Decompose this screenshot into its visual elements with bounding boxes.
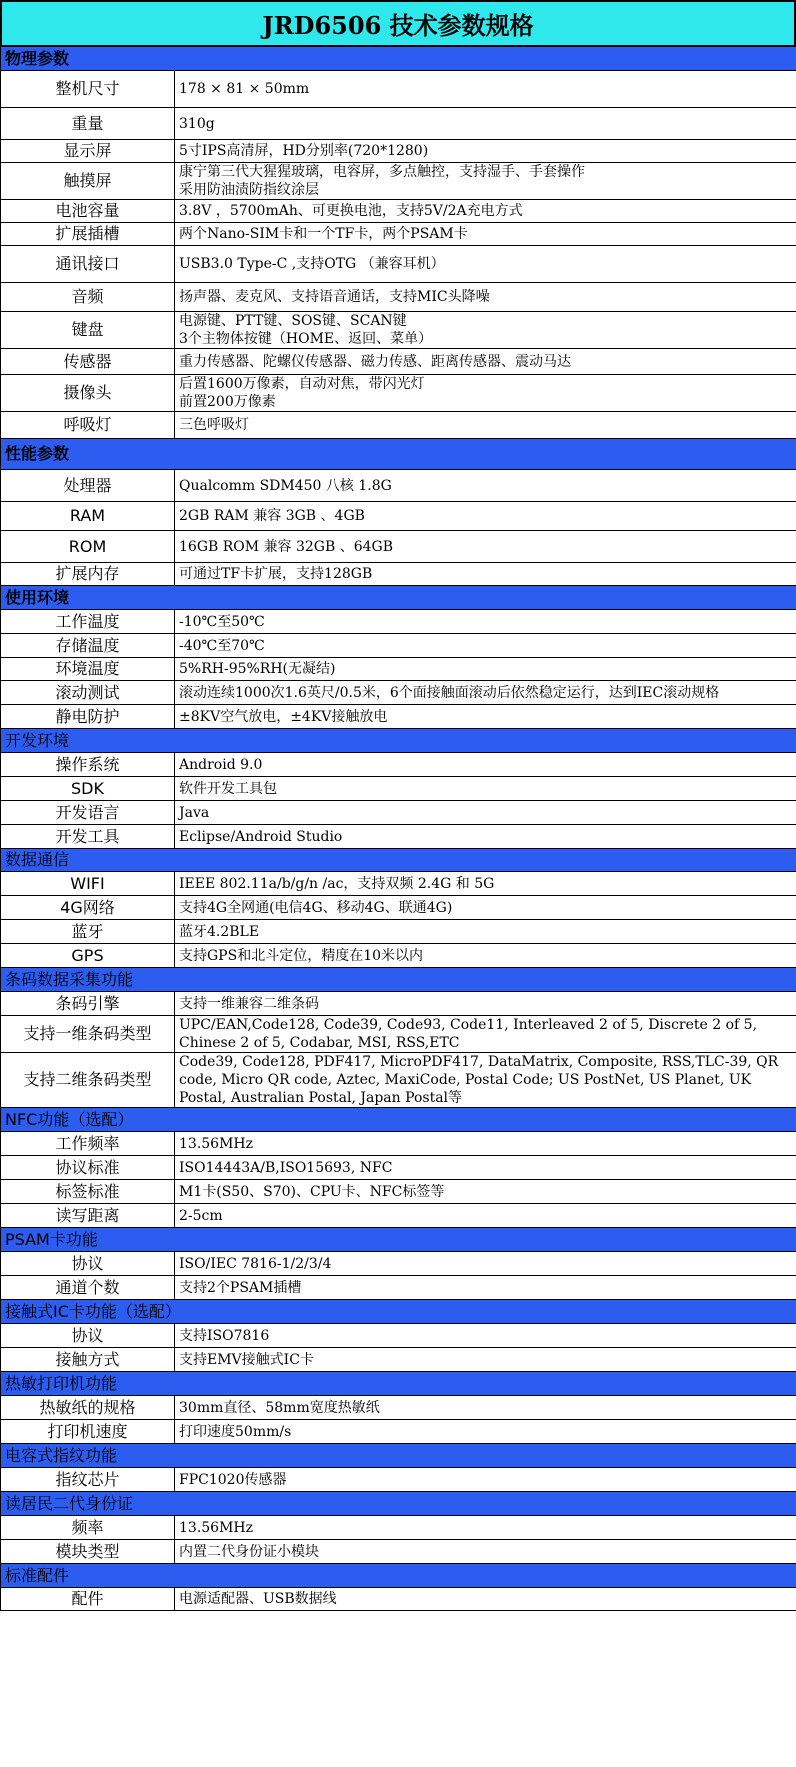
- section-header-row: [1, 849, 796, 872]
- spec-value: 三色呼吸灯: [175, 412, 796, 439]
- spec-row: [1, 375, 796, 412]
- spec-row: [1, 200, 796, 223]
- spec-row: [1, 1588, 796, 1611]
- section-title: NFC功能（选配）: [1, 1108, 796, 1132]
- spec-row: [1, 610, 796, 634]
- section-title: 电容式指纹功能: [1, 1444, 796, 1468]
- spec-row: [1, 1053, 796, 1108]
- spec-label: 触摸屏: [1, 163, 175, 200]
- spec-row: [1, 753, 796, 777]
- spec-value: 13.56MHz: [175, 1132, 796, 1156]
- spec-label: 显示屏: [1, 140, 175, 163]
- section-title: 物理参数: [1, 47, 796, 71]
- spec-row: [1, 825, 796, 849]
- spec-value: 16GB ROM 兼容 32GB 、64GB: [175, 531, 796, 563]
- section-header-row: [1, 1300, 796, 1324]
- spec-row: [1, 658, 796, 681]
- spec-label: 通道个数: [1, 1276, 175, 1300]
- spec-value: 康宁第三代大猩猩玻璃，电容屏，多点触控，支持湿手、手套操作 采用防油渍防指纹涂层: [175, 163, 796, 200]
- spec-label: 键盘: [1, 312, 175, 349]
- spec-value: M1卡(S50、S70)、CPU卡、NFC标签等: [175, 1180, 796, 1204]
- spec-row: [1, 312, 796, 349]
- spec-row: [1, 470, 796, 502]
- spec-label: 传感器: [1, 349, 175, 375]
- spec-label: 标签标准: [1, 1180, 175, 1204]
- spec-label: 电池容量: [1, 200, 175, 223]
- spec-label: 操作系统: [1, 753, 175, 777]
- spec-label: 支持二维条码类型: [1, 1053, 175, 1108]
- spec-value: 5%RH-95%RH(无凝结): [175, 658, 796, 681]
- spec-value: 内置二代身份证小模块: [175, 1540, 796, 1564]
- spec-label: 扩展内存: [1, 563, 175, 586]
- spec-row: [1, 681, 796, 705]
- spec-value: 2-5cm: [175, 1204, 796, 1228]
- spec-value: -10℃至50℃: [175, 610, 796, 634]
- spec-row: [1, 1420, 796, 1444]
- spec-row: [1, 1180, 796, 1204]
- spec-value: ISO14443A/B,ISO15693, NFC: [175, 1156, 796, 1180]
- spec-row: [1, 1540, 796, 1564]
- spec-value: 两个Nano-SIM卡和一个TF卡，两个PSAM卡: [175, 223, 796, 246]
- spec-label: 静电防护: [1, 705, 175, 729]
- section-title: 热敏打印机功能: [1, 1372, 796, 1396]
- spec-row: [1, 801, 796, 825]
- spec-label: 存储温度: [1, 634, 175, 658]
- spec-row: [1, 1016, 796, 1053]
- section-header-row: [1, 1108, 796, 1132]
- spec-value: 2GB RAM 兼容 3GB 、4GB: [175, 502, 796, 531]
- spec-label: 环境温度: [1, 658, 175, 681]
- spec-row: [1, 1324, 796, 1348]
- section-title: 标准配件: [1, 1564, 796, 1588]
- spec-row: [1, 108, 796, 140]
- spec-row: [1, 163, 796, 200]
- spec-row: [1, 349, 796, 375]
- spec-row: [1, 1276, 796, 1300]
- spec-value: 电源键、PTT键、SOS键、SCAN键 3个主物体按键（HOME、返回、菜单）: [175, 312, 796, 349]
- spec-label: 呼吸灯: [1, 412, 175, 439]
- spec-row: [1, 563, 796, 586]
- spec-value: 可通过TF卡扩展，支持128GB: [175, 563, 796, 586]
- spec-value: 3.8V ，5700mAh、可更换电池，支持5V/2A充电方式: [175, 200, 796, 223]
- spec-value: FPC1020传感器: [175, 1468, 796, 1492]
- spec-label: 协议: [1, 1252, 175, 1276]
- spec-row: [1, 872, 796, 896]
- spec-label: 指纹芯片: [1, 1468, 175, 1492]
- spec-row: [1, 1252, 796, 1276]
- spec-value: Qualcomm SDM450 八核 1.8G: [175, 470, 796, 502]
- spec-label: 工作温度: [1, 610, 175, 634]
- spec-label: SDK: [1, 777, 175, 801]
- spec-row: [1, 944, 796, 968]
- spec-label: ROM: [1, 531, 175, 563]
- spec-label: 重量: [1, 108, 175, 140]
- spec-value: 5寸IPS高清屏，HD分别率(720*1280): [175, 140, 796, 163]
- spec-value: 30mm直径、58mm宽度热敏纸: [175, 1396, 796, 1420]
- sheet-title: JRD6506 技术参数规格: [0, 0, 796, 46]
- spec-row: [1, 920, 796, 944]
- section-header-row: [1, 1228, 796, 1252]
- spec-row: [1, 705, 796, 729]
- spec-value: 支持2个PSAM插槽: [175, 1276, 796, 1300]
- spec-value: 支持ISO7816: [175, 1324, 796, 1348]
- spec-row: [1, 777, 796, 801]
- spec-label: 开发语言: [1, 801, 175, 825]
- spec-label: 频率: [1, 1516, 175, 1540]
- spec-value: 13.56MHz: [175, 1516, 796, 1540]
- section-title: 性能参数: [1, 439, 796, 470]
- spec-value: Android 9.0: [175, 753, 796, 777]
- spec-label: 音频: [1, 283, 175, 312]
- spec-row: [1, 1396, 796, 1420]
- spec-value: 电源适配器、USB数据线: [175, 1588, 796, 1611]
- spec-label: 滚动测试: [1, 681, 175, 705]
- spec-label: 4G网络: [1, 896, 175, 920]
- spec-label: 接触方式: [1, 1348, 175, 1372]
- section-header-row: [1, 439, 796, 470]
- spec-row: [1, 502, 796, 531]
- spec-value: USB3.0 Type-C ,支持OTG （兼容耳机）: [175, 246, 796, 283]
- spec-table-body: [1, 47, 796, 1611]
- section-header-row: [1, 1444, 796, 1468]
- spec-value: ±8KV空气放电，±4KV接触放电: [175, 705, 796, 729]
- spec-label: 打印机速度: [1, 1420, 175, 1444]
- spec-value: 支持4G全网通(电信4G、移动4G、联通4G): [175, 896, 796, 920]
- spec-value: 重力传感器、陀螺仪传感器、磁力传感、距离传感器、震动马达: [175, 349, 796, 375]
- spec-row: [1, 896, 796, 920]
- spec-value: 支持GPS和北斗定位，精度在10米以内: [175, 944, 796, 968]
- spec-label: 读写距离: [1, 1204, 175, 1228]
- section-header-row: [1, 968, 796, 992]
- section-title: 开发环境: [1, 729, 796, 753]
- spec-value: 扬声器、麦克风、支持语音通话，支持MIC头降噪: [175, 283, 796, 312]
- spec-value: ISO/IEC 7816-1/2/3/4: [175, 1252, 796, 1276]
- spec-row: [1, 1204, 796, 1228]
- spec-value: Eclipse/Android Studio: [175, 825, 796, 849]
- spec-table: [0, 46, 796, 1611]
- spec-label: 条码引擎: [1, 992, 175, 1016]
- spec-label: 通讯接口: [1, 246, 175, 283]
- spec-row: [1, 634, 796, 658]
- spec-row: [1, 1132, 796, 1156]
- spec-label: 配件: [1, 1588, 175, 1611]
- spec-row: [1, 412, 796, 439]
- spec-row: [1, 1156, 796, 1180]
- spec-value: UPC/EAN,Code128, Code39, Code93, Code11, Interleaved 2 of 5, Discrete 2 of 5, Chinese 2 of 5, Codabar, MSI, RSS,ETC: [175, 1016, 796, 1053]
- spec-row: [1, 140, 796, 163]
- spec-value: Java: [175, 801, 796, 825]
- spec-value: 滚动连续1000次1.6英尺/0.5米，6个面接触面滚动后依然稳定运行，达到IEC滚动规格: [175, 681, 796, 705]
- spec-label: 扩展插槽: [1, 223, 175, 246]
- section-header-row: [1, 1492, 796, 1516]
- spec-value: Code39, Code128, PDF417, MicroPDF417, DataMatrix, Composite, RSS,TLC-39, QR code, Micro QR code, Aztec, MaxiCode, Postal Code; US PostNet, US Planet, UK Postal, Australian Postal, Japan Postal等: [175, 1053, 796, 1108]
- spec-value: 支持一维兼容二维条码: [175, 992, 796, 1016]
- spec-label: RAM: [1, 502, 175, 531]
- spec-label: 工作频率: [1, 1132, 175, 1156]
- spec-label: 支持一维条码类型: [1, 1016, 175, 1053]
- spec-value: 后置1600万像素，自动对焦，带闪光灯 前置200万像素: [175, 375, 796, 412]
- spec-row: [1, 223, 796, 246]
- spec-label: 热敏纸的规格: [1, 1396, 175, 1420]
- section-title: 读居民二代身份证: [1, 1492, 796, 1516]
- spec-label: 开发工具: [1, 825, 175, 849]
- section-header-row: [1, 729, 796, 753]
- spec-value: 310g: [175, 108, 796, 140]
- spec-row: [1, 531, 796, 563]
- section-header-row: [1, 586, 796, 610]
- spec-value: 打印速度50mm/s: [175, 1420, 796, 1444]
- spec-row: [1, 246, 796, 283]
- spec-value: 178 × 81 × 50mm: [175, 71, 796, 108]
- spec-value: -40℃至70℃: [175, 634, 796, 658]
- spec-value: 蓝牙4.2BLE: [175, 920, 796, 944]
- spec-label: 协议: [1, 1324, 175, 1348]
- spec-value: 软件开发工具包: [175, 777, 796, 801]
- spec-label: 摄像头: [1, 375, 175, 412]
- section-header-row: [1, 1564, 796, 1588]
- spec-row: [1, 1516, 796, 1540]
- spec-label: WIFI: [1, 872, 175, 896]
- spec-label: 整机尺寸: [1, 71, 175, 108]
- section-title: 接触式IC卡功能（选配）: [1, 1300, 796, 1324]
- spec-label: 模块类型: [1, 1540, 175, 1564]
- spec-row: [1, 992, 796, 1016]
- section-title: 条码数据采集功能: [1, 968, 796, 992]
- spec-label: 蓝牙: [1, 920, 175, 944]
- spec-label: GPS: [1, 944, 175, 968]
- section-title: 使用环境: [1, 586, 796, 610]
- section-title: PSAM卡功能: [1, 1228, 796, 1252]
- spec-label: 协议标准: [1, 1156, 175, 1180]
- spec-row: [1, 1348, 796, 1372]
- section-header-row: [1, 1372, 796, 1396]
- spec-value: IEEE 802.11a/b/g/n /ac，支持双频 2.4G 和 5G: [175, 872, 796, 896]
- spec-row: [1, 1468, 796, 1492]
- section-title: 数据通信: [1, 849, 796, 872]
- spec-value: 支持EMV接触式IC卡: [175, 1348, 796, 1372]
- spec-row: [1, 71, 796, 108]
- spec-row: [1, 283, 796, 312]
- spec-label: 处理器: [1, 470, 175, 502]
- section-header-row: [1, 47, 796, 71]
